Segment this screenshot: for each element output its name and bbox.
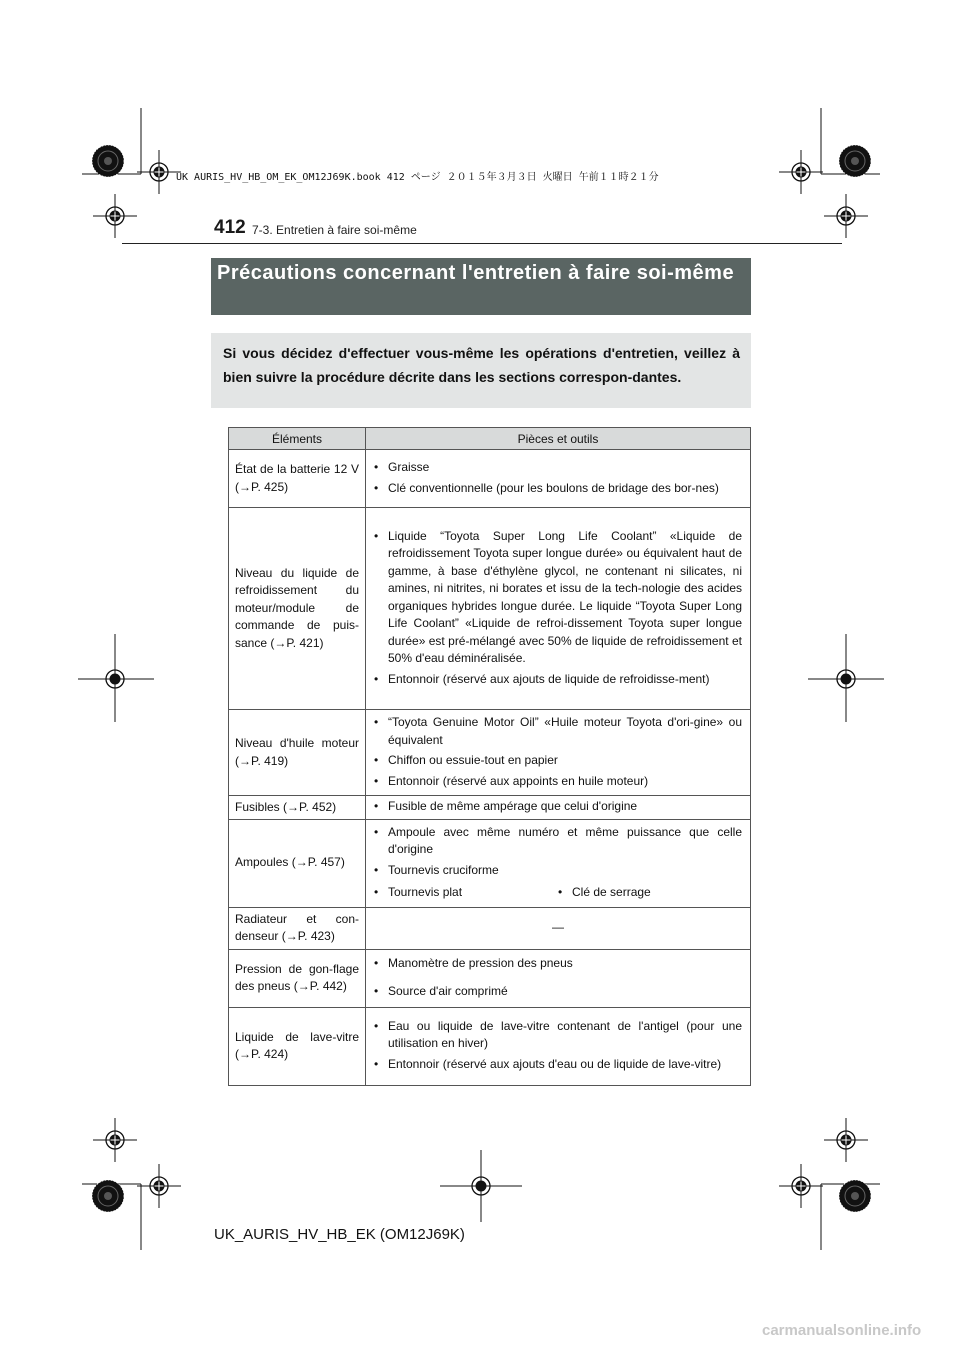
list-item: • Liquide “Toyota Super Long Life Coolant” «Liquide de refroidissement Toyota super longue durée» ou équivalent haut de gamme, à base d'éthylène glycol, ne contenant ni silicates, ni amines, ni nitrites, ni borates et issu de la tech-nologie des acides organiques hybrides longue durée. Le liquide “Toyota Super Long Life Coolant” «Liquide de refroi-dissement Toyota super longue durée» est pré-mélangé avec 50% de liquide de refroidissement et 50% d'eau déminéralisée. bbox=[374, 528, 742, 668]
row-element: Liquide de lave-vitre (→P. 424) bbox=[229, 1007, 366, 1085]
list-item: • Source d'air comprimé bbox=[374, 983, 742, 1001]
table-row bbox=[229, 1007, 751, 1085]
row-items bbox=[366, 1007, 751, 1085]
print-info-line: UK AURIS_HV_HB_OM_EK_OM12J69K.book 412 ページ ２０１５年３月３日 火曜日 午前１１時２１分 bbox=[176, 172, 659, 183]
parts-table bbox=[228, 427, 751, 1086]
row-items bbox=[366, 949, 751, 1007]
list-item: • Clé de serrage bbox=[558, 884, 742, 902]
list-item: • Tournevis plat bbox=[374, 884, 558, 902]
list-item: • Fusible de même ampérage que celui d'origine bbox=[374, 798, 742, 816]
watermark: carmanualsonline.info bbox=[762, 1322, 922, 1339]
table-row bbox=[229, 907, 751, 949]
table-row bbox=[229, 508, 751, 710]
list-item: • “Toyota Genuine Motor Oil” «Huile moteur Toyota d'ori-gine» ou équivalent bbox=[374, 714, 742, 749]
list-item: • Manomètre de pression des pneus bbox=[374, 955, 742, 973]
row-element: Fusibles (→P. 452) bbox=[229, 796, 366, 820]
table-row bbox=[229, 796, 751, 820]
row-element: État de la batterie 12 V (→P. 425) bbox=[229, 450, 366, 508]
section-title: 7-3. Entretien à faire soi-même bbox=[252, 223, 417, 237]
row-dash: — bbox=[366, 907, 751, 949]
page-title-banner bbox=[211, 258, 751, 315]
row-element: Ampoules (→P. 457) bbox=[229, 819, 366, 907]
intro-text: Si vous décidez d'effectuer vous-même les opérations d'entretien, veillez à bien suivre la procédure décrite dans les sections correspon-dantes. bbox=[223, 345, 740, 385]
header-parts-tools: Pièces et outils bbox=[366, 428, 751, 450]
table-row bbox=[229, 949, 751, 1007]
row-items bbox=[366, 450, 751, 508]
row-element: Radiateur et con-denseur (→P. 423) bbox=[229, 907, 366, 949]
list-item: • Ampoule avec même numéro et même puissance que celle d'origine bbox=[374, 824, 742, 859]
row-items bbox=[366, 508, 751, 710]
row-items bbox=[366, 710, 751, 796]
list-item: • Eau ou liquide de lave-vitre contenant de l'antigel (pour une utilisation en hiver) bbox=[374, 1018, 742, 1053]
footer-code: UK_AURIS_HV_HB_EK (OM12J69K) bbox=[214, 1226, 465, 1243]
table-row bbox=[229, 819, 751, 907]
row-items bbox=[366, 819, 751, 907]
table-row bbox=[229, 710, 751, 796]
list-item: • Entonnoir (réservé aux appoints en huile moteur) bbox=[374, 773, 742, 791]
list-item: • Entonnoir (réservé aux ajouts de liquide de refroidisse-ment) bbox=[374, 671, 742, 689]
list-item: • Clé conventionnelle (pour les boulons de bridage des bor-nes) bbox=[374, 480, 742, 498]
list-item: • Chiffon ou essuie-tout en papier bbox=[374, 752, 742, 770]
row-element: Pression de gon-flage des pneus (→P. 442) bbox=[229, 949, 366, 1007]
page-number: 412 bbox=[214, 217, 246, 238]
list-item: • Entonnoir (réservé aux ajouts d'eau ou de liquide de lave-vitre) bbox=[374, 1056, 742, 1074]
row-element: Niveau du liquide de refroidissement du moteur/module de commande de puis-sance (→P. 421) bbox=[229, 508, 366, 710]
intro-box bbox=[211, 333, 751, 408]
table-header-row bbox=[229, 428, 751, 450]
list-item: • Graisse bbox=[374, 459, 742, 477]
row-element: Niveau d'huile moteur (→P. 419) bbox=[229, 710, 366, 796]
row-items bbox=[366, 796, 751, 820]
list-item: • Tournevis cruciforme bbox=[374, 862, 742, 880]
page-title: Précautions concernant l'entretien à faire soi-même bbox=[217, 262, 735, 284]
header-rule bbox=[122, 243, 842, 244]
table-row bbox=[229, 450, 751, 508]
header-elements: Éléments bbox=[229, 428, 366, 450]
